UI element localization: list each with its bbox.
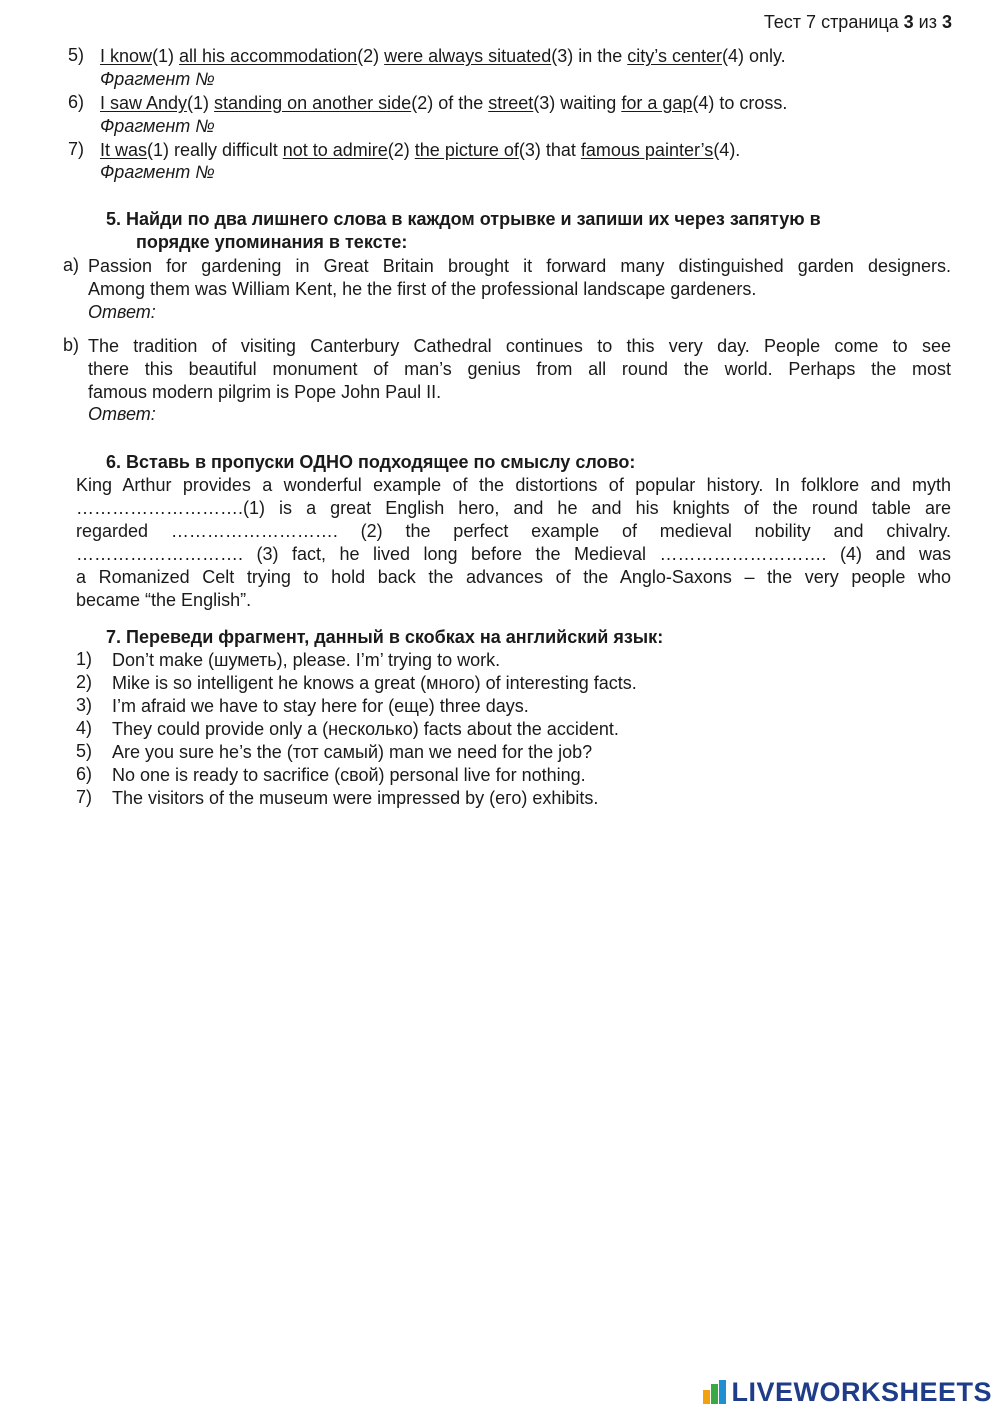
section5-a-line2: Among them was William Kent, he the first of the professional landscape gardeners. xyxy=(88,279,757,299)
s7-item-5-num: 5) xyxy=(76,741,93,761)
header-total: 3 xyxy=(941,12,952,32)
sentence-text: (2) xyxy=(387,140,415,160)
section6-line1: King Arthur provides a wonderful example of the distortions of popular history. In folklore and myth xyxy=(76,475,951,495)
sentence-text: (3) waiting xyxy=(533,93,622,113)
s7-item-3-num: 3) xyxy=(76,695,93,715)
section6-title: 6. Вставь в пропуски ОДНО подходящее по смыслу слово: xyxy=(106,452,636,472)
section5-b-label: b) xyxy=(63,335,80,355)
underlined-fragment: city’s center xyxy=(627,46,722,66)
s7-item-1-num: 1) xyxy=(76,649,93,669)
sentence-text: (4) only. xyxy=(721,46,786,66)
s4-item-6-fragment-label: Фрагмент № xyxy=(100,116,215,136)
underlined-fragment: not to admire xyxy=(282,140,388,160)
sentence-text: (3) in the xyxy=(551,46,628,66)
sentence-text: (4) to cross. xyxy=(692,93,788,113)
section5-b-line3: famous modern pilgrim is Pope John Paul II. xyxy=(88,382,442,402)
sentence-text: (1) xyxy=(152,46,180,66)
section7-title: 7. Переведи фрагмент, данный в скобках на английский язык: xyxy=(106,627,664,647)
underlined-fragment: standing on another side xyxy=(214,93,412,113)
s7-item-3-text: I’m afraid we have to stay here for (еще) three days. xyxy=(112,696,529,716)
s7-item-7-num: 7) xyxy=(76,787,93,807)
underlined-fragment: I know xyxy=(100,46,153,66)
section5-b-line1: The tradition of visiting Canterbury Cathedral continues to this very day. People come to see xyxy=(88,336,951,356)
section5-title-line2: порядке упоминания в тексте: xyxy=(136,232,408,252)
s4-item-5-fragment-label: Фрагмент № xyxy=(100,69,215,89)
s4-item-7-sentence xyxy=(100,139,740,161)
underlined-fragment: It was xyxy=(100,140,148,160)
s7-item-6-num: 6) xyxy=(76,764,93,784)
section6-line2: ……………………….(1) is a great English hero, and he and his knights of the round table are xyxy=(76,498,951,518)
header-middle: из xyxy=(913,12,942,32)
s7-item-4-num: 4) xyxy=(76,718,93,738)
s4-item-5-sentence xyxy=(100,45,786,67)
s7-item-7-text: The visitors of the museum were impressed by (его) exhibits. xyxy=(112,788,599,808)
s7-item-6-text: No one is ready to sacrifice (свой) personal live for nothing. xyxy=(112,765,586,785)
header-page: 3 xyxy=(903,12,914,32)
section5-b-line2: there this beautiful monument of man’s genius from all round the world. Perhaps the most xyxy=(88,359,951,379)
underlined-fragment: famous painter’s xyxy=(580,140,714,160)
section5-title-line1: 5. Найди по два лишнего слова в каждом отрывке и запиши их через запятую в xyxy=(106,209,821,229)
section5-a-answer-label: Ответ: xyxy=(88,302,156,322)
s7-item-5-text: Are you sure he’s the (тот самый) man we need for the job? xyxy=(112,742,593,762)
liveworksheets-logo-icon xyxy=(703,1380,727,1404)
section5-b-answer-label: Ответ: xyxy=(88,404,156,424)
section6-line6: became “the English”. xyxy=(76,590,252,610)
s7-item-2-text: Mike is so intelligent he knows a great (много) of interesting facts. xyxy=(112,673,637,693)
s7-item-4-text: They could provide only a (несколько) facts about the accident. xyxy=(112,719,619,739)
section5-a-line1: Passion for gardening in Great Britain brought it forward many distinguished garden designers. xyxy=(88,256,951,276)
s4-item-6-sentence xyxy=(100,92,787,114)
section5-a-label: a) xyxy=(63,255,80,275)
underlined-fragment: all his accommodation xyxy=(179,46,358,66)
liveworksheets-watermark xyxy=(703,1376,992,1407)
underlined-fragment: the picture of xyxy=(414,140,519,160)
s4-item-6-num: 6) xyxy=(68,92,85,112)
page-header xyxy=(764,12,952,33)
s4-item-5-num: 5) xyxy=(68,45,85,65)
s4-item-7-fragment-label: Фрагмент № xyxy=(100,162,215,182)
sentence-text: (1) really difficult xyxy=(147,140,283,160)
underlined-fragment: were always situated xyxy=(384,46,552,66)
sentence-text: (2) of the xyxy=(411,93,489,113)
sentence-text: (4). xyxy=(713,140,741,160)
underlined-fragment: I saw Andy xyxy=(100,93,188,113)
section6-line5: a Romanized Celt trying to hold back the advances of the Anglo-Saxons – the very people who xyxy=(76,567,951,587)
sentence-text: (3) that xyxy=(518,140,581,160)
header-prefix: Тест 7 страница xyxy=(763,12,904,32)
sentence-text: (2) xyxy=(357,46,385,66)
section6-line4: ………………………. (3) fact, he lived long before the Medieval ………………………. (4) and was xyxy=(76,544,951,564)
underlined-fragment: street xyxy=(488,93,534,113)
liveworksheets-logo-text: LIVEWORKSHEETS xyxy=(731,1376,992,1407)
sentence-text: (1) xyxy=(187,93,215,113)
underlined-fragment: for a gap xyxy=(621,93,693,113)
s4-item-7-num: 7) xyxy=(68,139,85,159)
s7-item-1-text: Don’t make (шуметь), please. I’m’ trying to work. xyxy=(112,650,501,670)
section6-line3: regarded ………………………. (2) the perfect example of medieval nobility and chivalry. xyxy=(76,521,951,541)
s7-item-2-num: 2) xyxy=(76,672,93,692)
